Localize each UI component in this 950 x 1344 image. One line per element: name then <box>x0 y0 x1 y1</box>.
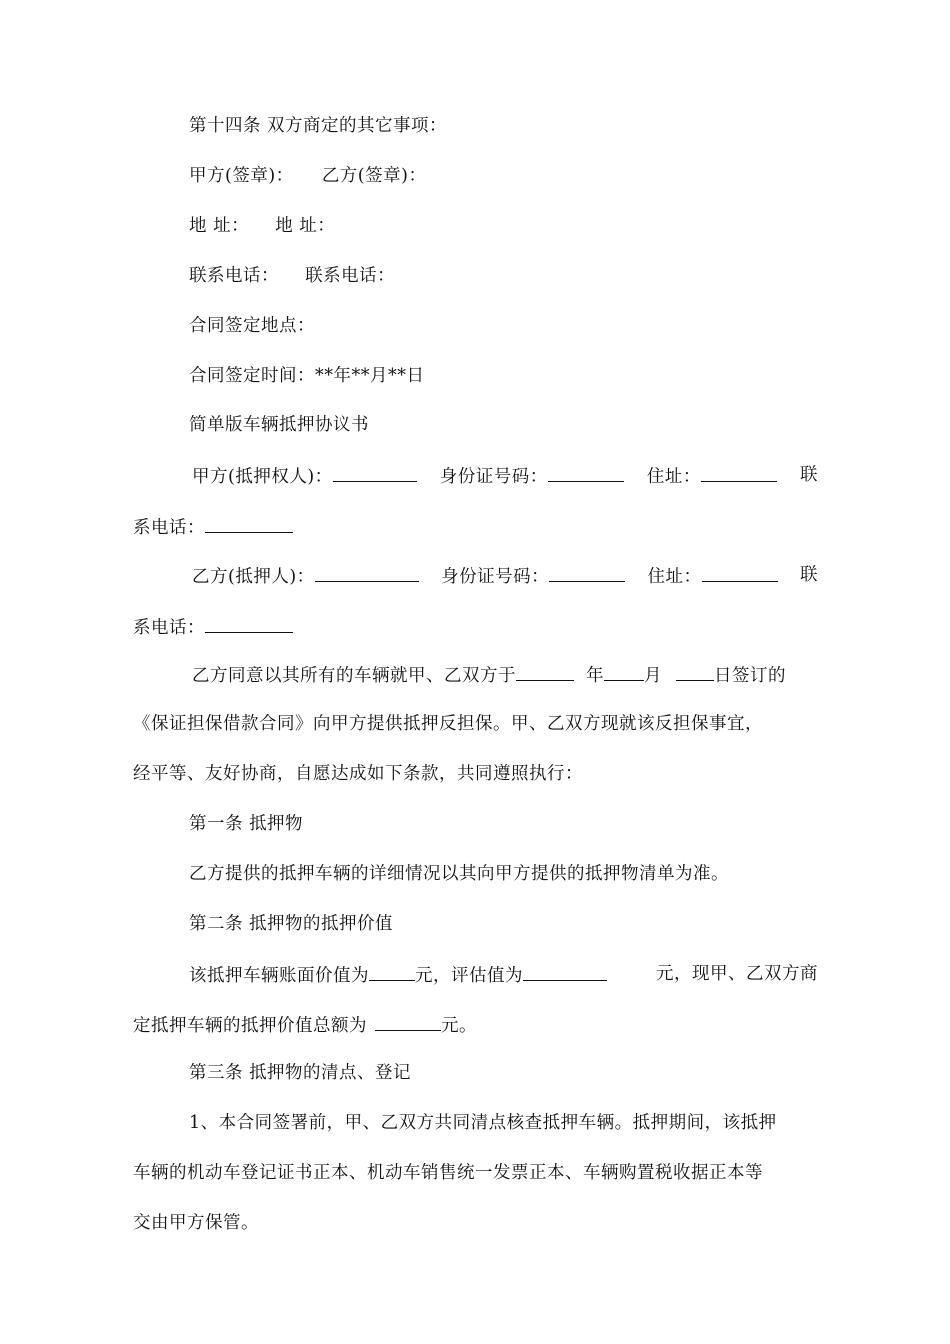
intro-line-2: 《保证担保借款合同》向甲方提供抵押反担保。甲、乙双方现就该反担保事宜， <box>133 714 763 734</box>
party-a-phone-label: 联系电话： <box>189 266 279 286</box>
article-1-title: 第一条 抵押物 <box>189 814 304 834</box>
total-value-blank <box>375 1012 441 1031</box>
appraised-value-label: 元，评估值为 <box>415 966 523 986</box>
article-14-title: 第十四条 双方商定的其它事项： <box>189 116 448 136</box>
party-a-info <box>192 463 818 489</box>
month-label: 月 <box>644 666 662 686</box>
party-a-address-blank <box>701 463 777 482</box>
party-a-phone-prefix: 联 <box>799 465 818 485</box>
party-b-phone-label-cont: 系电话： <box>133 618 205 638</box>
year-blank <box>516 662 574 681</box>
intro-line-3: 经平等、友好协商，自愿达成如下条款，共同遵照执行： <box>133 764 583 784</box>
article-3-line-3: 交由甲方保管。 <box>133 1213 259 1233</box>
party-b-address-label: 地 址： <box>275 216 336 236</box>
intro-text-1: 乙方同意以其所有的车辆就甲、乙双方于 <box>192 666 516 686</box>
party-a-address-field-label: 住址： <box>646 467 701 487</box>
signature-line <box>189 164 426 188</box>
article-2-line-1 <box>189 962 818 988</box>
party-b-address-field-label: 住址： <box>647 567 702 587</box>
party-a-phone <box>133 514 293 540</box>
article-3-line-2: 车辆的机动车登记证书正本、机动车销售统一发票正本、车辆购置税收据正本等 <box>133 1163 763 1183</box>
total-value-unit: 元。 <box>441 1016 477 1036</box>
party-a-signature-label: 甲方(签章)： <box>189 166 294 186</box>
party-a-id-label: 身份证号码： <box>439 467 548 487</box>
party-a-id-blank <box>548 463 624 482</box>
total-value-label: 定抵押车辆的抵押价值总额为 <box>133 1016 367 1036</box>
party-b-phone <box>133 614 293 640</box>
appraised-value-blank <box>523 962 607 981</box>
sign-place: 合同签定地点： <box>189 316 315 336</box>
party-b-phone-label: 联系电话： <box>305 266 396 286</box>
party-b-id-label: 身份证号码： <box>441 567 550 587</box>
document-title: 简单版车辆抵押协议书 <box>189 415 369 435</box>
day-blank <box>676 662 714 681</box>
party-b-info <box>192 563 818 589</box>
month-blank <box>604 662 644 681</box>
article-3-line-1: 1、本合同签署前，甲、乙双方共同清点核查抵押车辆。抵押期间，该抵押 <box>189 1113 777 1133</box>
year-label: 年 <box>586 666 604 686</box>
party-a-address-label: 地 址： <box>189 216 250 236</box>
article-1-body: 乙方提供的抵押车辆的详细情况以其向甲方提供的抵押物清单为准。 <box>189 864 729 884</box>
sign-time: 合同签定时间：**年**月**日 <box>189 366 425 386</box>
phone-line <box>189 264 395 288</box>
book-value-blank <box>369 962 415 981</box>
party-b-name-blank <box>315 563 419 582</box>
party-a-phone-blank <box>205 514 293 533</box>
party-b-phone-blank <box>205 614 293 633</box>
party-a-phone-label-cont: 系电话： <box>133 518 205 538</box>
party-b-phone-prefix: 联 <box>799 565 818 585</box>
article-3-title: 第三条 抵押物的清点、登记 <box>189 1063 412 1083</box>
party-a-name-blank <box>333 463 417 482</box>
intro-text-1-end: 日签订的 <box>714 666 786 686</box>
party-b-signature-label: 乙方(签章)： <box>321 166 427 186</box>
party-b-address-blank <box>702 563 778 582</box>
address-line <box>189 214 335 238</box>
book-value-label: 该抵押车辆账面价值为 <box>189 966 369 986</box>
party-b-role-label: 乙方(抵押人)： <box>192 567 315 587</box>
party-b-id-blank <box>549 563 625 582</box>
article-2-line-2 <box>133 1012 477 1038</box>
party-a-role-label: 甲方(抵押权人)： <box>192 467 333 487</box>
article-2-title: 第二条 抵押物的抵押价值 <box>189 914 394 934</box>
article-2-text-cont: 元，现甲、乙双方商 <box>656 964 818 984</box>
intro-line-1 <box>192 662 786 688</box>
